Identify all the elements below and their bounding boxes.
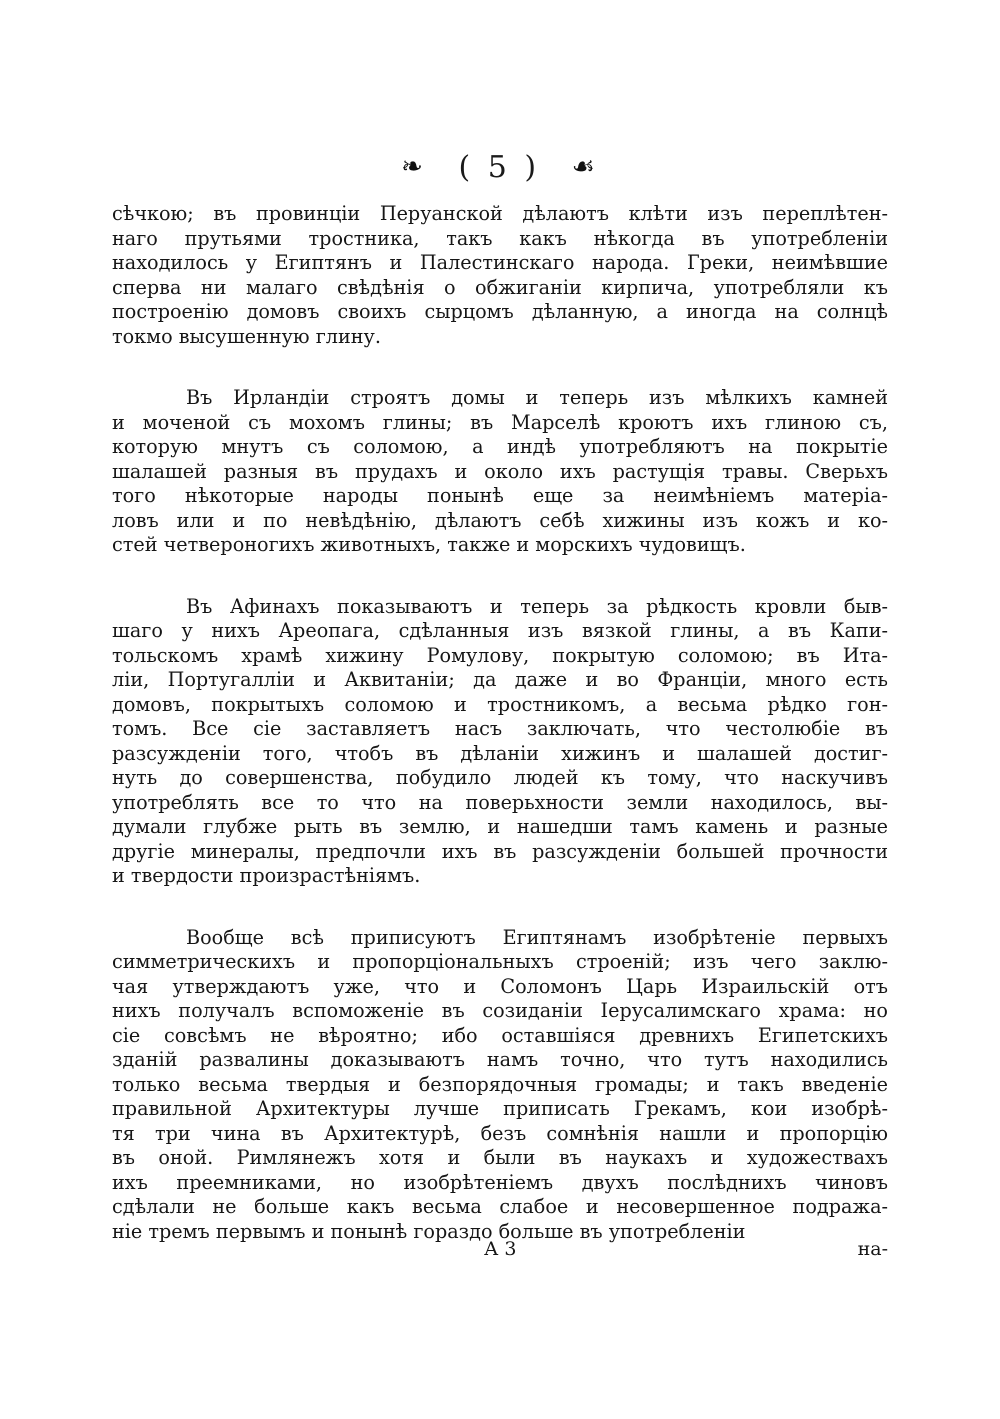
text-line: правильной Архитектуры лучше приписать Грекамъ, кои изобрѣ- [112, 1097, 888, 1120]
right-ornament-icon: ☙ [571, 152, 599, 182]
left-ornament-icon: ❧ [401, 152, 427, 182]
text-line: употреблять все то что на поверьхности земли находилось, вы- [112, 790, 888, 814]
text-line: симметрическихъ и пропорціональныхъ строеній; изъ чего заклю- [112, 950, 888, 973]
text-line: сѣчкою; въ провинціи Перуанской дѣлаютъ клѣти изъ переплѣтен- [112, 202, 888, 225]
text-line: нихъ получалъ вспоможеніе въ созиданіи Іерусалимскаго храма: но [112, 999, 888, 1022]
text-line: находилось у Египтянъ и Палестинскаго народа. Греки, неимѣвшие [112, 251, 888, 274]
text-line: другіе минералы, предпочли ихъ въ разсужденіи большей прочности [112, 839, 888, 863]
text-line: тя три чина въ Архитектурѣ, безъ сомнѣнія нашли и пропорцію [112, 1121, 888, 1145]
paragraph [112, 595, 888, 889]
body-text [112, 202, 888, 1281]
text-line: Въ Афинахъ показываютъ и теперь за рѣдкость кровли быв- [186, 594, 888, 618]
catchword: на- [857, 1238, 888, 1260]
text-line: шаго у нихъ Ареопага, сдѣланныя изъ вязкой глины, а въ Капи- [112, 619, 888, 642]
text-line: ліи, Португалліи и Аквитаніи; да даже и во Франціи, много есть [112, 668, 888, 691]
text-line: только весьма твердыя и безпорядочныя громады; и такъ введеніе [112, 1072, 888, 1096]
text-line: наго прутьями тростника, такъ какъ нѣкогда въ употребленіи [112, 226, 888, 250]
text-line: зданій развалины доказываютъ намъ точно, что тутъ находились [112, 1048, 888, 1071]
text-line: томъ. Все сіе заставляетъ насъ заключать, что честолюбіе въ [112, 717, 888, 740]
text-line: думали глубже рыть въ землю, и нашедши тамъ камень и разные [112, 815, 888, 838]
text-line: которую мнутъ съ соломою, а индѣ употребляютъ на покрытіе [112, 435, 888, 458]
text-line: ловъ или и по невѣдѣнію, дѣлаютъ себѣ хижины изъ кожъ и ко- [112, 508, 888, 532]
page-number: ( 5 ) [458, 149, 541, 185]
text-line: шалашей разныя въ прудахъ и около ихъ растущія травы. Сверьхъ [112, 459, 888, 483]
text-line: того нѣкоторые народы понынѣ еще за неимѣніемъ матеріа- [112, 484, 888, 507]
text-line: токмо высушенную глину. [112, 324, 381, 348]
text-line: построенію домовъ своихъ сырцомъ дѣланную, а иногда на солнцѣ [112, 300, 888, 323]
text-line: ихъ преемниками, но изобрѣтеніемъ двухъ послѣднихъ чиновъ [112, 1170, 888, 1194]
text-line: сдѣлали не больше какъ весьма слабое и несовершенное подража- [112, 1195, 888, 1218]
signature-mark: А 3 [484, 1238, 517, 1260]
text-line: тольскомъ храмѣ хижину Ромулову, покрытую соломою; въ Ита- [112, 643, 888, 667]
text-line: и моченой съ мохомъ глины; въ Марселѣ кроютъ ихъ глиною съ, [112, 410, 888, 434]
paragraph [112, 386, 888, 558]
paragraph [112, 202, 888, 349]
text-line: въ оной. Римлянежъ хотя и были въ наукахъ и художествахъ [112, 1146, 888, 1169]
text-line: и твердости произрастѣніямъ. [112, 864, 421, 887]
page-header [0, 148, 1000, 185]
paragraph [112, 926, 888, 1245]
text-line: чая утверждаютъ уже, что и Соломонъ Царь Израильскій отъ [112, 974, 888, 998]
text-line: сіе совсѣмъ не вѣроятно; ибо оставшіяся древнихъ Египетскихъ [112, 1023, 888, 1047]
text-line: ніе тремъ первымъ и понынѣ гораздо больше въ употребленіи [112, 1219, 746, 1243]
page-footer [112, 1238, 888, 1266]
text-line: сперва ни малаго свѣдѣнія о обжиганіи кирпича, употребляли къ [112, 275, 888, 299]
text-line: Въ Ирландіи строятъ домы и теперь изъ мѣлкихъ камней [186, 386, 888, 409]
text-line: стей четвероногихъ животныхъ, также и морскихъ чудовищъ. [112, 533, 746, 556]
text-line: Вообще всѣ приписуютъ Египтянамъ изобрѣтеніе первыхъ [186, 925, 888, 949]
text-line: домовъ, покрытыхъ соломою и тростникомъ, а весьма рѣдко гон- [112, 692, 888, 716]
text-line: нуть до совершенства, побудило людей къ тому, что наскучивъ [112, 766, 888, 789]
text-line: разсужденіи того, чтобъ въ дѣланіи хижинъ и шалашей достиг- [112, 741, 888, 765]
